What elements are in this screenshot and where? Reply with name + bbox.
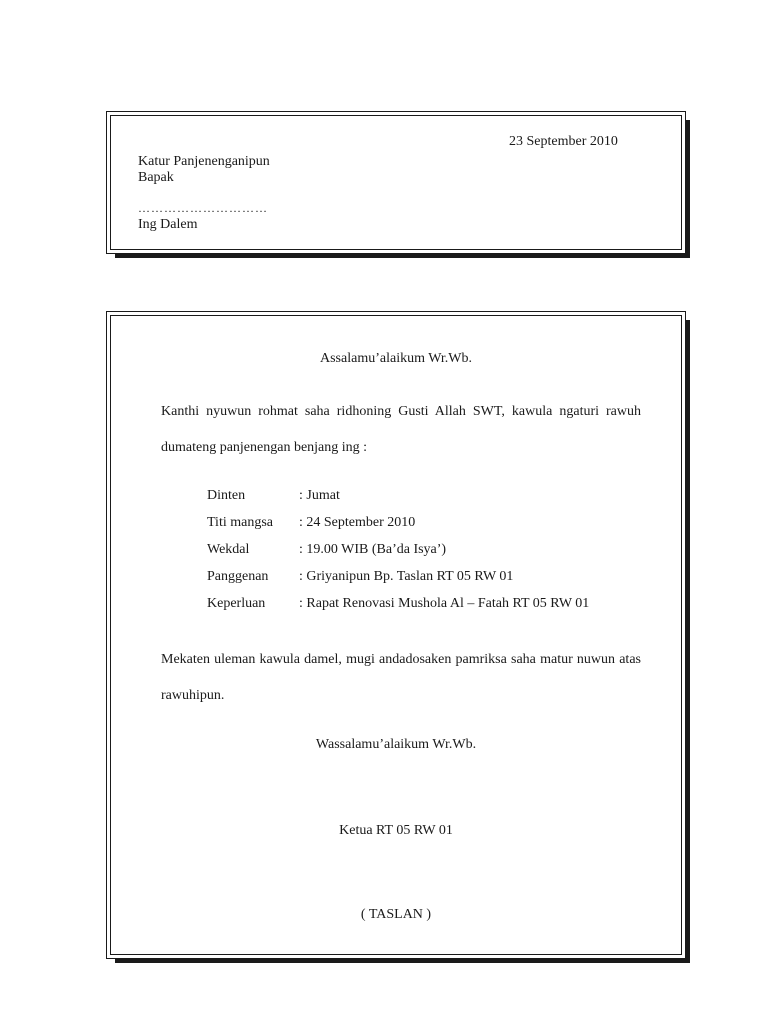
detail-value: : Griyanipun Bp. Taslan RT 05 RW 01 <box>299 569 514 584</box>
detail-label: Keperluan <box>207 596 266 611</box>
opening-paragraph: Kanthi nyuwun rohmat saha ridhoning Gusti Allah SWT, kawula ngaturi rawuh dumateng panjenengan benjang ing : <box>161 404 641 455</box>
address-box <box>106 111 686 254</box>
detail-value: : Jumat <box>299 488 340 503</box>
detail-label: Dinten <box>207 488 246 503</box>
signer-name: ( TASLAN ) <box>360 907 432 922</box>
recipient-line-1: Katur Panjenenganipun <box>138 154 270 169</box>
detail-value: : 19.00 WIB (Ba’da Isya’) <box>299 542 447 557</box>
detail-value: : 24 September 2010 <box>299 515 416 530</box>
recipient-place: Ing Dalem <box>138 217 198 232</box>
recipient-line-2: Bapak <box>138 170 174 185</box>
closing-salutation: Wassalamu’alaikum Wr.Wb. <box>315 737 477 752</box>
detail-value: : Rapat Renovasi Mushola Al – Fatah RT 05 RW 01 <box>299 596 590 611</box>
detail-label: Titi mangsa <box>207 515 273 530</box>
closing-paragraph: Mekaten uleman kawula damel, mugi andadosaken pamriksa saha matur nuwun atas rawuhipun. <box>161 652 641 703</box>
letter-box <box>106 311 686 959</box>
detail-label: Panggenan <box>207 569 269 584</box>
signer-position: Ketua RT 05 RW 01 <box>339 823 453 838</box>
recipient-name-blank: ………………………… <box>138 201 268 215</box>
letter-date: 23 September 2010 <box>509 134 618 149</box>
greeting: Assalamu’alaikum Wr.Wb. <box>320 351 472 366</box>
detail-label: Wekdal <box>207 542 250 557</box>
